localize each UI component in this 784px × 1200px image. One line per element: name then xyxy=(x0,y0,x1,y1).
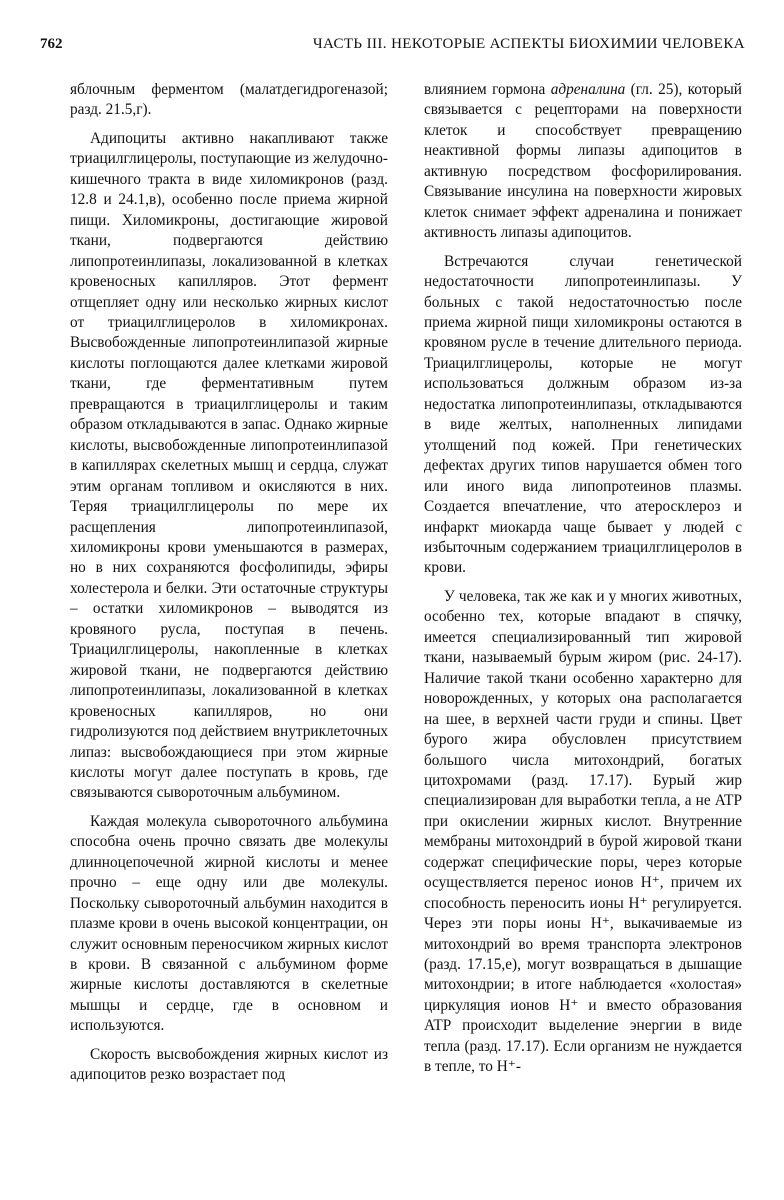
paragraph: Встречаются случаи генетической недостаточности липопротеинлипазы. У больных с такой недостаточностью после приема жирной пищи хиломикроны остаются в кровяном русле в течение длительного периода. Триацилглицеролы, которые не могут использоваться должным образом из-за недостатка липопротеинлипазы, откладываются в виде желтых, наполненных липидами утолщений под кожей. При генетических дефектах других типов нарушается обмен того или иного вида липопротеинов плазмы. Создается впечатление, что атеросклероз и инфаркт миокарда чаще бывает у людей с избыточным содержанием триацилглицеролов в крови. xyxy=(424,252,742,577)
text-run: (гл. 25), который связывается с рецепторами на поверхности клеток и способствует превращению неактивной формы липазы адипоцитов в активную посредством фосфорилирования. Связывание инсулина на поверхности жировых клеток снимает эффект адреналина и понижает активность липазы адипоцитов. xyxy=(424,81,742,242)
paragraph: Скорость высвобождения жирных кислот из адипоцитов резко возрастает под xyxy=(70,1045,388,1084)
left-column xyxy=(70,80,388,1086)
page-header xyxy=(40,36,745,58)
paragraph xyxy=(424,80,742,244)
paragraph: У человека, так же как и у многих животных, особенно тех, которые впадают в спячку, имеется специализированный тип жировой ткани, называемый бурым жиром (рис. 24-17). Наличие такой ткани особенно характерно для новорожденных, у которых она располагается на шее, в верхней части груди и спины. Цвет бурого жира обусловлен присутствием большого числа митохондрий, богатых цитохромами (разд. 17.17). Бурый жир специализирован для выработки тепла, а не ATP при окислении жирных кислот. Внутренние мембраны митохондрий в бурой жировой ткани содержат специфические поры, через которые осуществляется перенос ионов H⁺, причем их способность переносить ионы H⁺ регулируется. Через эти поры ионы H⁺, выкачиваемые из митохондрий во время транспорта электронов (разд. 17.15,е), могут возвращаться в дышащие митохондрии; в итоге наблюдается «холостая» циркуляция ионов H⁺ и вместо образования ATP происходит выделение энергии в виде тепла (разд. 17.17). Если организм не нуждается в тепле, то H⁺- xyxy=(424,587,742,1076)
right-column xyxy=(424,80,742,1078)
text-run: влиянием гормона xyxy=(424,81,551,98)
running-title: ЧАСТЬ III. НЕКОТОРЫЕ АСПЕКТЫ БИОХИМИИ ЧЕЛОВЕКА xyxy=(312,36,745,52)
paragraph: яблочным ферментом (малатдегидрогеназой; разд. 21.5,г). xyxy=(70,81,388,119)
paragraph: Адипоциты активно накапливают также триацилглицеролы, поступающие из желудочно-кишечного тракта в виде хиломикронов (разд. 12.8 и 24.1,в), особенно после приема жирной пищи. Хиломикроны, достигающие жировой ткани, подвергаются действию липопротеинлипазы, локализованной в клетках кровеносных капилляров. Этот фермент отщепляет одну или несколько жирных кислот от триацилглицеролов в хиломикронах. Высвобожденные липопротеинлипазой жирные кислоты поглощаются далее клетками жировой ткани, где ферментативным путем превращаются в триацилглицеролы и таким образом откладываются в запас. Однако жирные кислоты, высвобожденные липопротеинлипазой в капиллярах скелетных мышц и сердца, служат этим органам топливом и окисляются в них. Теряя триацилглицеролы по мере их расщепления липопротеинлипазой, хиломикроны крови уменьшаются в размерах, но в них сохраняются фосфолипиды, эфиры холестерола и белки. Эти остаточные структуры – остатки хиломикронов – выводятся из кровяного русла, поступая в печень. Триацилглицеролы, накопленные в клетках жировой ткани, не подвергаются действию липопротеинлипазы, локализованной в клетках кровеносных капилляров, но они гидролизуются под действием внутриклеточных липаз: высвобождающиеся при этом жирные кислоты могут далее поступать в кровь, где связываются сывороточным альбумином. xyxy=(70,129,388,802)
paragraph: Каждая молекула сывороточного альбумина способна очень прочно связать две молекулы длинноцепочечной жирной кислоты и менее прочно – еще одну или две молекулы. Поскольку сывороточный альбумин находится в плазме крови в очень высокой концентрации, он служит основным переносчиком жирных кислот в крови. В связанной с альбумином форме жирные кислоты доставляются в скелетные мышцы и сердце, где в основном и используются. xyxy=(70,812,388,1035)
italic-term: адреналина xyxy=(550,81,626,98)
page-number: 762 xyxy=(40,36,63,52)
